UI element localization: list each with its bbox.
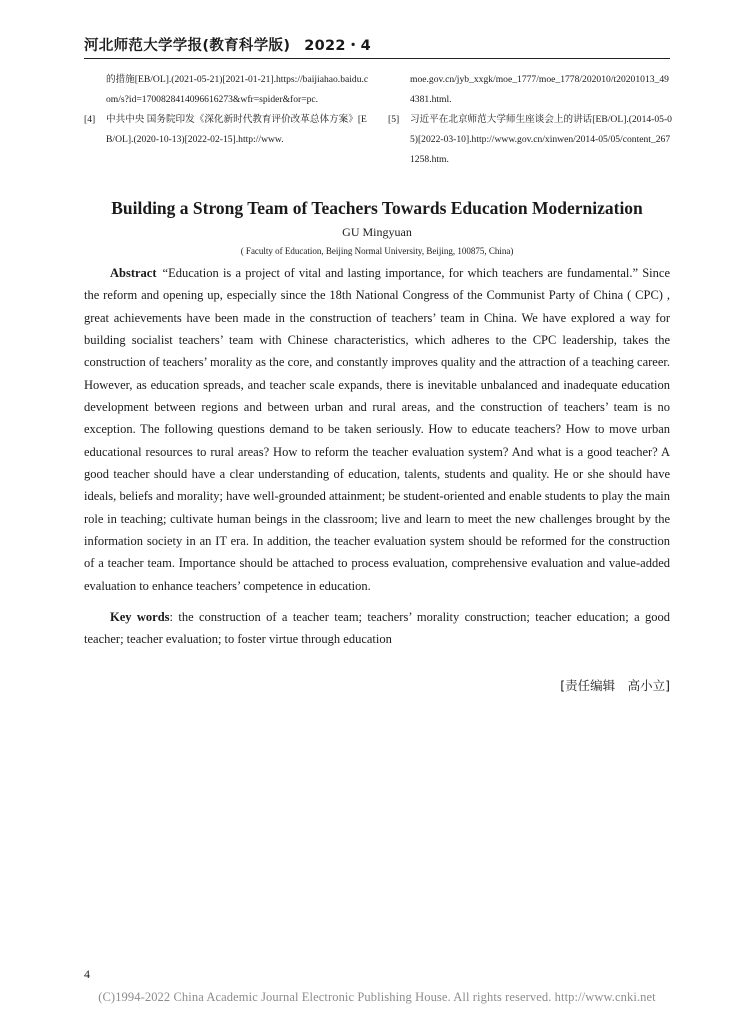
journal-name: 河北师范大学学报(教育科学版) <box>84 38 291 54</box>
abstract-paragraph <box>84 262 670 597</box>
abstract-label: Abstract <box>110 266 157 280</box>
reference-text: 中共中央 国务院印发《深化新时代教育评价改革总体方案》[EB/OL].(2020-10-13)[2022-02-15].http://www. <box>106 114 367 145</box>
references-left-column <box>84 70 370 150</box>
reference-continuation <box>84 70 370 110</box>
article-author: GU Mingyuan <box>342 225 412 239</box>
reference-4 <box>84 110 370 150</box>
keywords-label: Key words <box>110 610 170 624</box>
references-right-column <box>388 70 672 170</box>
reference-5 <box>388 110 672 170</box>
reference-text: 习近平在北京师范大学师生座谈会上的讲话[EB/OL].(2014-05-05)[2022-03-10].http://www.gov.cn/xinwen/2014-05/05/content_2671258.htm. <box>410 114 672 165</box>
reference-text: 的措施[EB/OL].(2021-05-21)[2021-01-21].https://baijiahao.baidu.com/s?id=1700828414096616273&wfr=spider&for=pc. <box>106 74 369 105</box>
reference-number: [5] <box>388 114 400 125</box>
abstract-text: “Education is a project of vital and lasting importance, for which teachers are fundamental.” Since the reform and opening up, especially since the 18th National Congress of the Communist Party of China ( CPC) , great achievements have been made in the construction of teachers’ team in China. We have explored a way for building socialist teachers’ team with Chinese characteristics, which adheres to the CPC leadership, takes the construction of teachers’ morality as the core, and constantly improves quality and the attraction of a teaching career. However, as education spreads, and teacher scale expands, there is inevitable unbalanced and inadequate education development between regions and between urban and rural areas, and the construction of teachers’ team is no exception. The following questions demand to be taken seriously. How to educate teachers? How to move urban educational resources to rural areas? How to reform the teacher evaluation system? And what is a good teacher? A good teacher should have a clear understanding of education, talents, students and quality. He or she should have ideals, beliefs and morality; have well-grounded attainment; be student-oriented and enable students to play the main role in teaching; cultivate human beings in the classroom; live and learn to meet the new challenges brought by the information society in an IT era. In addition, the teacher evaluation system should be reformed for the construction of a teacher team. Importance should be attached to process evaluation, comprehensive evaluation and value-added evaluation to enhance teachers’ competence in education. <box>84 266 670 593</box>
page-number: 4 <box>84 967 90 981</box>
reference-continuation <box>388 70 672 110</box>
reference-text: moe.gov.cn/jyb_xxgk/moe_1777/moe_1778/202010/t20201013_494381.html. <box>410 74 669 105</box>
keywords-paragraph <box>84 606 670 651</box>
author-affiliation: ( Faculty of Education, Beijing Normal University, Beijing, 100875, China) <box>240 246 514 256</box>
journal-header <box>84 34 670 55</box>
article-title: Building a Strong Team of Teachers Towards Education Modernization <box>111 198 643 218</box>
reference-number: [4] <box>84 114 96 125</box>
responsible-editor: [责任编辑 高小立] <box>560 678 670 693</box>
journal-issue: 2022・4 <box>304 38 372 54</box>
copyright-footer: (C)1994-2022 China Academic Journal Electronic Publishing House. All rights reserved. http://www.cnki.net <box>98 990 656 1004</box>
keywords-text: : the construction of a teacher team; teachers’ morality construction; teacher education; a good teacher; teacher evaluation; to foster virtue through education <box>84 610 670 647</box>
header-divider <box>84 58 670 59</box>
